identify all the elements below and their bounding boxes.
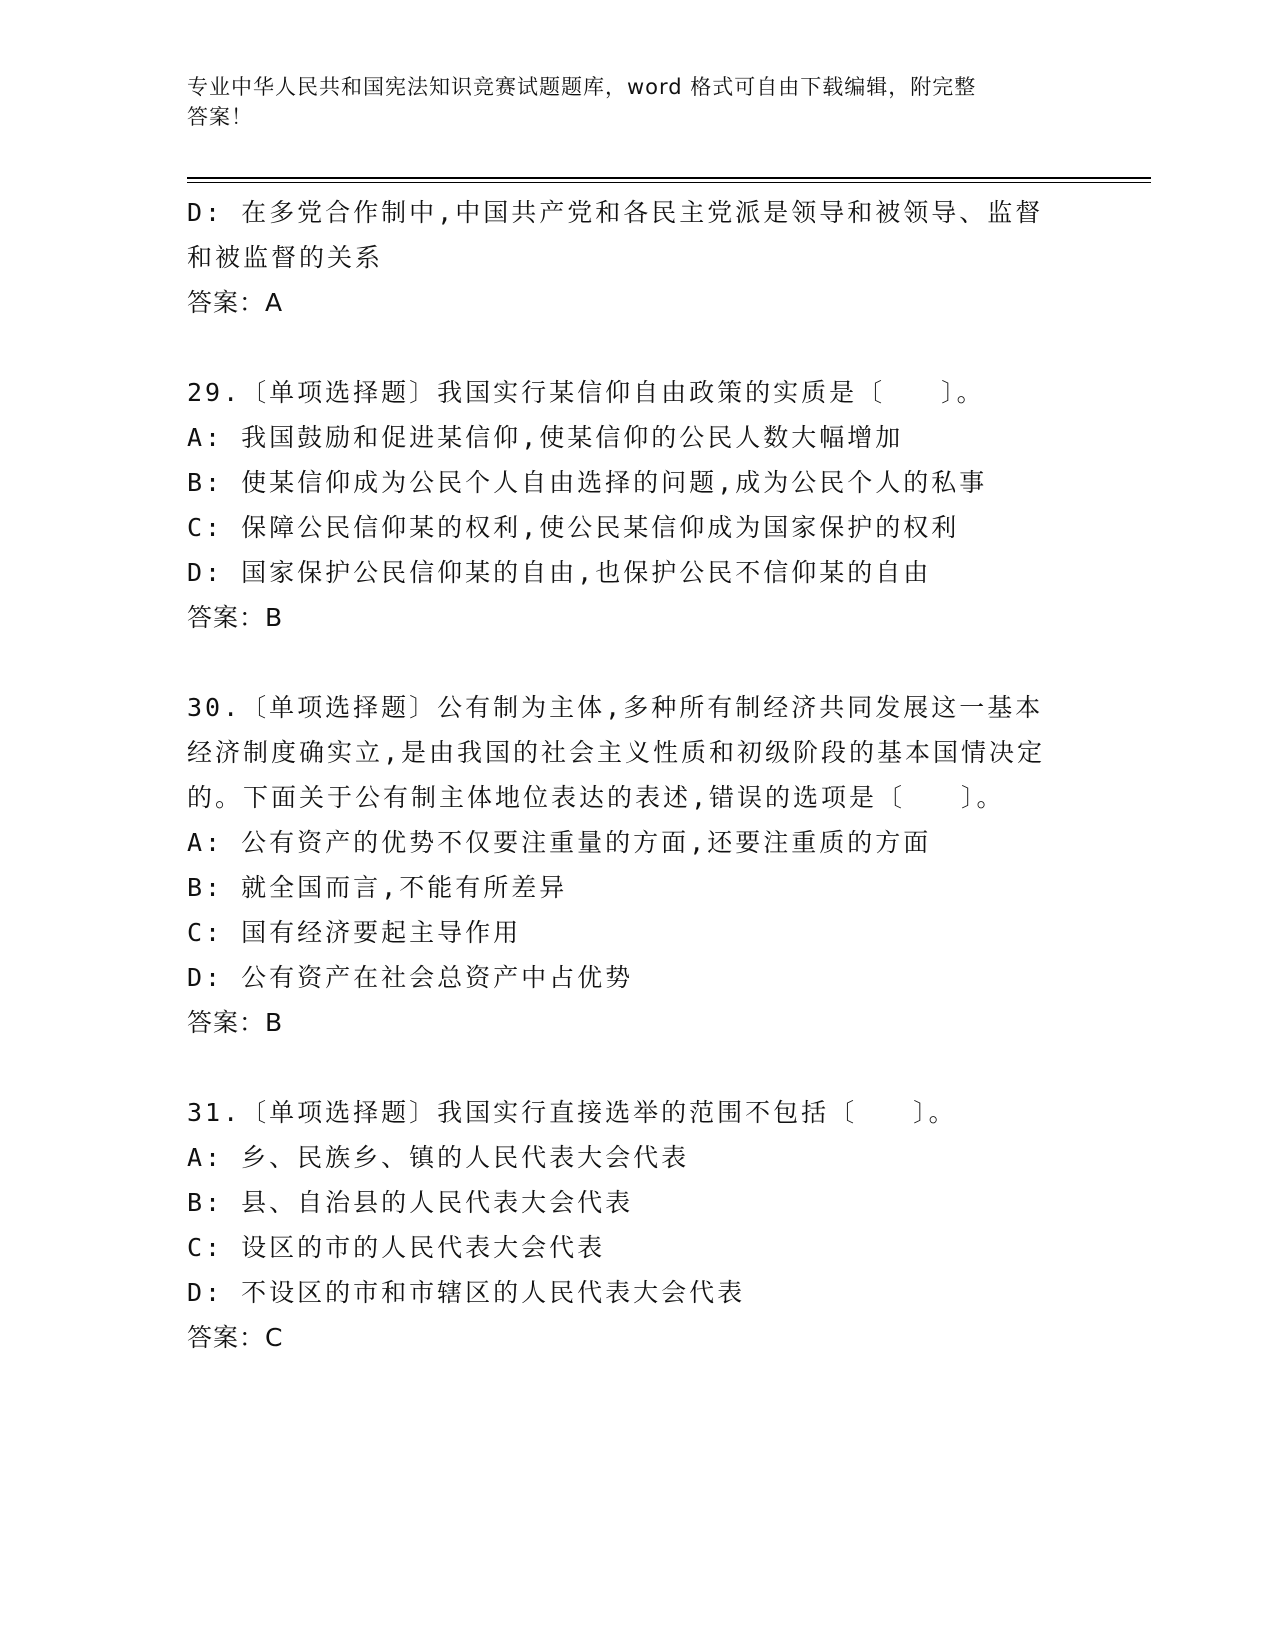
question-stem-continued: 经济制度确实立,是由我国的社会主义性质和初级阶段的基本国情决定 — [187, 738, 1046, 767]
continued-question — [187, 190, 1087, 325]
option-b: B: 就全国而言,不能有所差异 — [187, 873, 568, 902]
question-stem: 29.〔单项选择题〕我国实行某信仰自由政策的实质是〔 〕。 — [187, 378, 985, 407]
answer: 答案：B — [187, 1008, 284, 1037]
option-a: A: 公有资产的优势不仅要注重量的方面,还要注重质的方面 — [187, 828, 932, 857]
question-31 — [187, 1090, 1087, 1360]
question-stem-continued: 的。下面关于公有制主体地位表达的表述,错误的选项是〔 〕。 — [187, 783, 1005, 812]
option-b: B: 使某信仰成为公民个人自由选择的问题,成为公民个人的私事 — [187, 468, 988, 497]
option-b: B: 县、自治县的人民代表大会代表 — [187, 1188, 634, 1217]
spacer — [187, 325, 1087, 370]
header-title-line-2: 答案！ — [187, 105, 253, 129]
option-a: A: 我国鼓励和促进某信仰,使某信仰的公民人数大幅增加 — [187, 423, 904, 452]
header-divider-thick — [187, 177, 1151, 179]
option-d: D: 公有资产在社会总资产中占优势 — [187, 963, 634, 992]
question-list — [187, 190, 1087, 1360]
option-a: A: 乡、民族乡、镇的人民代表大会代表 — [187, 1143, 690, 1172]
question-stem: 30.〔单项选择题〕公有制为主体,多种所有制经济共同发展这一基本 — [187, 693, 1044, 722]
option-c: C: 设区的市的人民代表大会代表 — [187, 1233, 606, 1262]
option-d: D: 不设区的市和市辖区的人民代表大会代表 — [187, 1278, 746, 1307]
header-title-line-1: 专业中华人民共和国宪法知识竞赛试题题库，word 格式可自由下载编辑，附完整 — [187, 75, 977, 99]
question-30 — [187, 685, 1087, 1045]
answer: 答案：B — [187, 603, 284, 632]
option-d: D: 在多党合作制中,中国共产党和各民主党派是领导和被领导、监督 — [187, 198, 1044, 227]
document-header — [187, 72, 1067, 132]
option-c: C: 保障公民信仰某的权利,使公民某信仰成为国家保护的权利 — [187, 513, 960, 542]
spacer — [187, 1045, 1087, 1090]
option-d-continued: 和被监督的关系 — [187, 243, 384, 272]
question-stem: 31.〔单项选择题〕我国实行直接选举的范围不包括〔 〕。 — [187, 1098, 957, 1127]
option-c: C: 国有经济要起主导作用 — [187, 918, 522, 947]
answer: 答案：C — [187, 1323, 284, 1352]
spacer — [187, 640, 1087, 685]
question-29 — [187, 370, 1087, 640]
answer: 答案：A — [187, 288, 284, 317]
header-divider-thin — [187, 182, 1151, 183]
option-d: D: 国家保护公民信仰某的自由,也保护公民不信仰某的自由 — [187, 558, 932, 587]
